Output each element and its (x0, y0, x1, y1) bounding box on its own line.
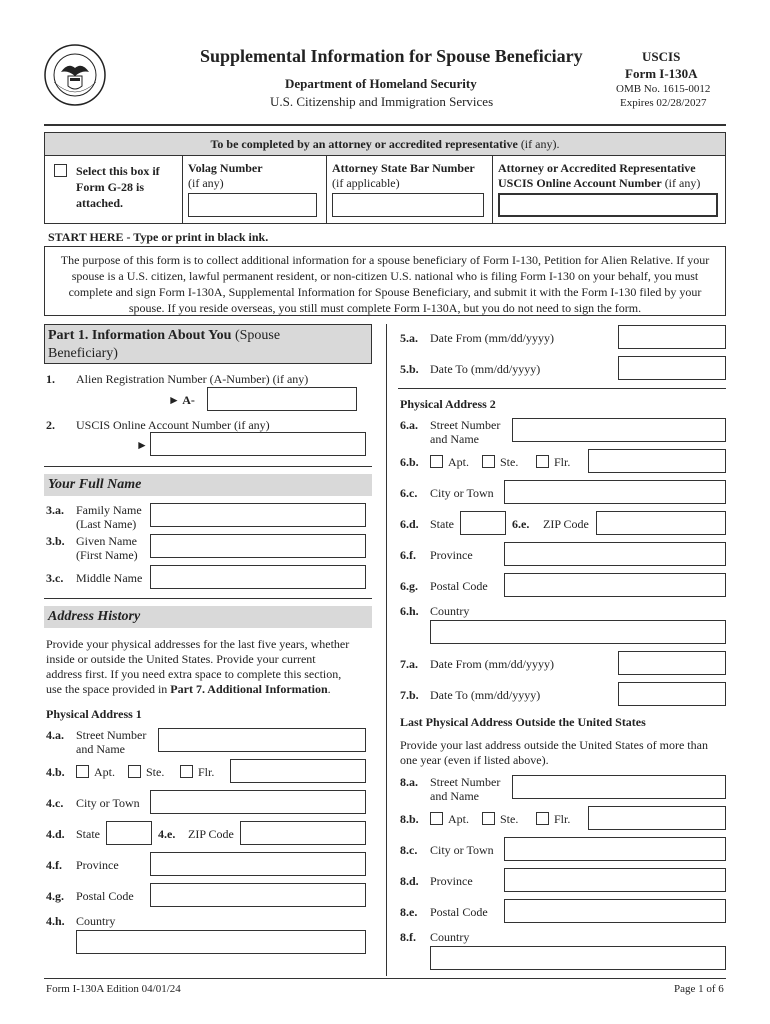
q3b-number: 3.b. (46, 534, 65, 548)
q8d-number: 8.d. (400, 874, 419, 888)
address-history-heading: Address History (48, 609, 141, 624)
q4f-number: 4.f. (46, 858, 62, 872)
q6a-label: Street Number and Name (430, 418, 501, 446)
header-divider (44, 124, 726, 126)
address2-date-to-input[interactable] (618, 682, 726, 706)
flr-label-3: Flr. (554, 812, 571, 826)
attorney-account-label: Attorney or Accredited Representative USCIS Online Account Number (if any) (498, 161, 701, 190)
apt-label-2: Apt. (448, 455, 469, 469)
q1-number: 1. (46, 372, 55, 386)
address1-date-to-input[interactable] (618, 356, 726, 380)
q4e-label: ZIP Code (188, 827, 234, 841)
q8a-number: 8.a. (400, 775, 418, 789)
page-number: Page 1 of 6 (674, 983, 724, 995)
address2-street-input[interactable] (512, 418, 726, 442)
last-address-instructions: Provide your last address outside the United States of more than one year (even if listed above). (400, 738, 708, 767)
dhs-seal (44, 44, 106, 106)
apt-label-3: Apt. (448, 812, 469, 826)
q4d-label: State (76, 827, 100, 841)
address1-street-input[interactable] (158, 728, 366, 752)
a-number-prefix: ► A- (168, 393, 195, 407)
physical-address-2-heading: Physical Address 2 (400, 397, 496, 411)
q3b-label: Given Name (First Name) (76, 534, 138, 562)
uscis-label: USCIS (642, 49, 681, 64)
q6d-label: State (430, 517, 454, 531)
q6h-label: Country (430, 604, 470, 618)
q4c-number: 4.c. (46, 796, 64, 810)
q6e-label: ZIP Code (543, 517, 589, 531)
q6f-number: 6.f. (400, 548, 416, 562)
address1-postal-code-input[interactable] (150, 883, 366, 907)
flr-label: Flr. (198, 765, 215, 779)
q4a-number: 4.a. (46, 728, 64, 742)
volag-number-input[interactable] (188, 193, 317, 217)
q6c-number: 6.c. (400, 486, 418, 500)
q6c-label: City or Town (430, 486, 494, 500)
purpose-box (44, 246, 726, 316)
q4e-number: 4.e. (158, 827, 176, 841)
family-name-input[interactable] (150, 503, 366, 527)
q4f-label: Province (76, 858, 119, 872)
ste-label-2: Ste. (500, 455, 519, 469)
ste-label: Ste. (146, 765, 165, 779)
address1-state-select[interactable] (106, 821, 152, 845)
form-edition: Form I-130A Edition 04/01/24 (46, 983, 181, 995)
address1-country-input[interactable] (76, 930, 366, 954)
q6g-label: Postal Code (430, 579, 488, 593)
g28-attached-checkbox[interactable] (54, 164, 67, 177)
q4b-number: 4.b. (46, 765, 65, 779)
part1-title: Part 1. Information About You (Spouse Beneficiary) (48, 328, 281, 361)
address1-flr-checkbox[interactable] (180, 765, 193, 778)
address2-province-input[interactable] (504, 542, 726, 566)
address2-country-input[interactable] (430, 620, 726, 644)
q7b-number: 7.b. (400, 688, 419, 702)
address-history-instructions: Provide your physical addresses for the last five years, whether inside or outside the United States. Provide your current address first. If you need extra space to complete this section, use the space provided in Part 7. Additional Information. (46, 637, 350, 696)
q4a-label: Street Number and Name (76, 728, 147, 756)
form-id: Form I-130A (625, 66, 698, 81)
purpose-text: The purpose of this form is to collect additional information for a spouse beneficiary of Form I-130, Petition for Alien Relative. If your spouse is a U.S. citizen, lawful permanent resident, or non-citizen U.S. national who is filing Form I-130 on your behalf, you must complete and sign Form I-130A, Supplemental Information for Spouse Beneficiary, and submit it with the Form I-130 filed by your spouse. If you reside overseas, you still must complete Form I-130A, but you do not need to sign the form. (60, 253, 710, 315)
expiration-date: Expires 02/28/2027 (620, 97, 707, 109)
q8e-number: 8.e. (400, 905, 418, 919)
address1-apt-checkbox[interactable] (76, 765, 89, 778)
q3c-number: 3.c. (46, 571, 64, 585)
q5b-number: 5.b. (400, 362, 419, 376)
address2-postal-code-input[interactable] (504, 573, 726, 597)
form-title: Supplemental Information for Spouse Beneficiary (200, 46, 583, 66)
address2-apt-checkbox[interactable] (430, 455, 443, 468)
q8b-number: 8.b. (400, 812, 419, 826)
q3c-label: Middle Name (76, 571, 143, 585)
ste-label-3: Ste. (500, 812, 519, 826)
q3a-label: Family Name (Last Name) (76, 503, 142, 531)
q5b-label: Date To (mm/dd/yyyy) (430, 362, 541, 376)
q6a-number: 6.a. (400, 418, 418, 432)
last-address-street-input[interactable] (512, 775, 726, 799)
address1-date-from-input[interactable] (618, 325, 726, 349)
g28-label: Select this box if Form G-28 is attached. (76, 164, 160, 210)
q5a-label: Date From (mm/dd/yyyy) (430, 331, 554, 345)
q2-number: 2. (46, 418, 55, 432)
given-name-input[interactable] (150, 534, 366, 558)
q3a-number: 3.a. (46, 503, 64, 517)
q6g-number: 6.g. (400, 579, 418, 593)
department-name: Department of Homeland Security (285, 76, 477, 91)
address1-city-input[interactable] (150, 790, 366, 814)
q8f-label: Country (430, 930, 470, 944)
address1-zip-input[interactable] (240, 821, 366, 845)
arrow-icon: ► (136, 438, 148, 452)
state-bar-number-input[interactable] (332, 193, 484, 217)
q6b-number: 6.b. (400, 455, 419, 469)
address1-ste-checkbox[interactable] (128, 765, 141, 778)
q8e-label: Postal Code (430, 905, 488, 919)
q7a-label: Date From (mm/dd/yyyy) (430, 657, 554, 671)
q4h-number: 4.h. (46, 914, 65, 928)
last-address-country-input[interactable] (430, 946, 726, 970)
q5a-number: 5.a. (400, 331, 418, 345)
address2-city-input[interactable] (504, 480, 726, 504)
q8a-label: Street Number and Name (430, 775, 501, 803)
q8d-label: Province (430, 874, 473, 888)
q6h-number: 6.h. (400, 604, 419, 618)
q8c-number: 8.c. (400, 843, 418, 857)
q8c-label: City or Town (430, 843, 494, 857)
agency-name: U.S. Citizenship and Immigration Services (270, 94, 494, 109)
last-address-ste-checkbox[interactable] (482, 812, 495, 825)
address2-unit-input[interactable] (588, 449, 726, 473)
omb-number: OMB No. 1615-0012 (616, 83, 711, 95)
flr-label-2: Flr. (554, 455, 571, 469)
last-address-unit-input[interactable] (588, 806, 726, 830)
q4h-label: Country (76, 914, 116, 928)
full-name-heading: Your Full Name (48, 477, 142, 492)
physical-address-1-heading: Physical Address 1 (46, 707, 142, 721)
column-divider (386, 324, 387, 976)
q6d-number: 6.d. (400, 517, 419, 531)
start-here-instruction: START HERE - Type or print in black ink. (48, 230, 269, 244)
last-address-apt-checkbox[interactable] (430, 812, 443, 825)
q1-label: Alien Registration Number (A-Number) (if any) (76, 372, 309, 386)
q4c-label: City or Town (76, 796, 140, 810)
last-address-city-input[interactable] (504, 837, 726, 861)
last-address-flr-checkbox[interactable] (536, 812, 549, 825)
last-address-outside-us-heading: Last Physical Address Outside the United States (400, 715, 646, 729)
address1-province-input[interactable] (150, 852, 366, 876)
q4d-number: 4.d. (46, 827, 65, 841)
q4g-number: 4.g. (46, 889, 64, 903)
apt-label: Apt. (94, 765, 115, 779)
address2-zip-input[interactable] (596, 511, 726, 535)
q8f-number: 8.f. (400, 930, 416, 944)
middle-name-input[interactable] (150, 565, 366, 589)
attorney-heading: To be completed by an attorney or accredited representative (if any). (210, 137, 560, 151)
attorney-account-number-input[interactable] (498, 193, 718, 217)
address2-state-select[interactable] (460, 511, 506, 535)
a-number-input[interactable] (207, 387, 357, 411)
address2-ste-checkbox[interactable] (482, 455, 495, 468)
q6e-number: 6.e. (512, 517, 530, 531)
address2-flr-checkbox[interactable] (536, 455, 549, 468)
last-address-postal-code-input[interactable] (504, 899, 726, 923)
q7b-label: Date To (mm/dd/yyyy) (430, 688, 541, 702)
volag-label: Volag Number (if any) (188, 161, 263, 190)
address2-date-from-input[interactable] (618, 651, 726, 675)
uscis-account-number-input[interactable] (150, 432, 366, 456)
q4g-label: Postal Code (76, 889, 134, 903)
last-address-province-input[interactable] (504, 868, 726, 892)
address1-unit-input[interactable] (230, 759, 366, 783)
state-bar-label: Attorney State Bar Number (if applicable) (332, 161, 475, 190)
q2-label: USCIS Online Account Number (if any) (76, 418, 270, 432)
q6f-label: Province (430, 548, 473, 562)
q7a-number: 7.a. (400, 657, 418, 671)
